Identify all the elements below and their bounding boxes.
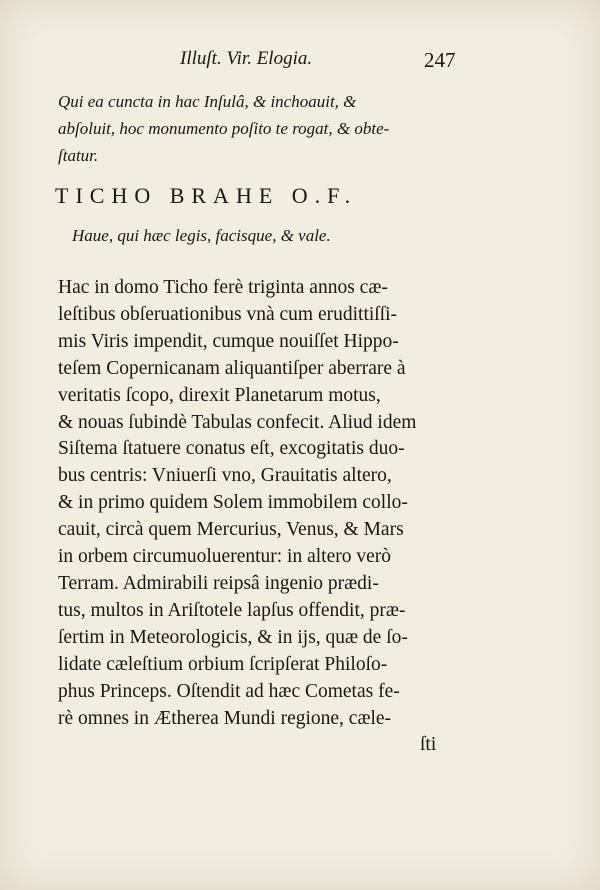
- body-line: mis Viris impendit, cumque nouiſſet Hippo-: [58, 330, 399, 352]
- body-line: leſtibus obſeruationibus vnà cum erudittiſſi-: [58, 303, 398, 325]
- catchword: ſti: [420, 734, 437, 756]
- body-line: rè omnes in Ætherea Mundi regione, cæle-: [58, 707, 392, 729]
- body-line: bus centris: Vniuerſi vno, Grauitatis altero,: [58, 465, 392, 487]
- body-line: veritatis ſcopo, direxit Planetarum motus,: [58, 384, 381, 406]
- salutation-line: Haue, qui hæc legis, facisque, & vale.: [72, 226, 331, 245]
- body-line: phus Princeps. Oſtendit ad hæc Cometas fe-: [58, 680, 400, 702]
- epitaph-line: abſoluit, hoc monumento poſito te rogat, & obte-: [58, 119, 390, 138]
- page-number: 247: [424, 48, 456, 72]
- body-line: in orbem circumuoluerentur: in altero verò: [58, 546, 392, 568]
- continued-epitaph: [58, 88, 478, 169]
- running-title: Illuſt. Vir. Elogia.: [180, 48, 313, 69]
- body-paragraph: [58, 275, 488, 759]
- body-line: & in primo quidem Solem immobilem collo-: [58, 492, 408, 514]
- body-line: Siſtema ſtatuere conatus eſt, excogitatis duo-: [58, 438, 405, 460]
- body-line: cauit, circà quem Mercurius, Venus, & Mars: [58, 519, 404, 541]
- body-line: tus, multos in Ariſtotele lapſus offendit, præ-: [58, 599, 406, 621]
- section-heading: TICHO BRAHE O.F.: [55, 183, 358, 208]
- body-line: Hac in domo Ticho ferè triginta annos cæ-: [58, 277, 388, 298]
- body-line: & nouas ſubindè Tabulas confecit. Aliud idem: [58, 411, 417, 433]
- body-line: lidate cæleſtium orbium ſcripſerat Philoſo-: [58, 653, 388, 675]
- body-line: Terram. Admirabili reipsâ ingenio prædi-: [58, 572, 379, 594]
- body-line: teſem Copernicanam aliquantiſper aberrare à: [58, 357, 406, 379]
- epitaph-line: ſtatur.: [58, 146, 99, 165]
- body-line: ſertim in Meteorologicis, & in ijs, quæ de ſo-: [58, 626, 408, 648]
- epitaph-line: Qui ea cuncta in hac Inſulâ, & inchoauit, &: [58, 92, 357, 111]
